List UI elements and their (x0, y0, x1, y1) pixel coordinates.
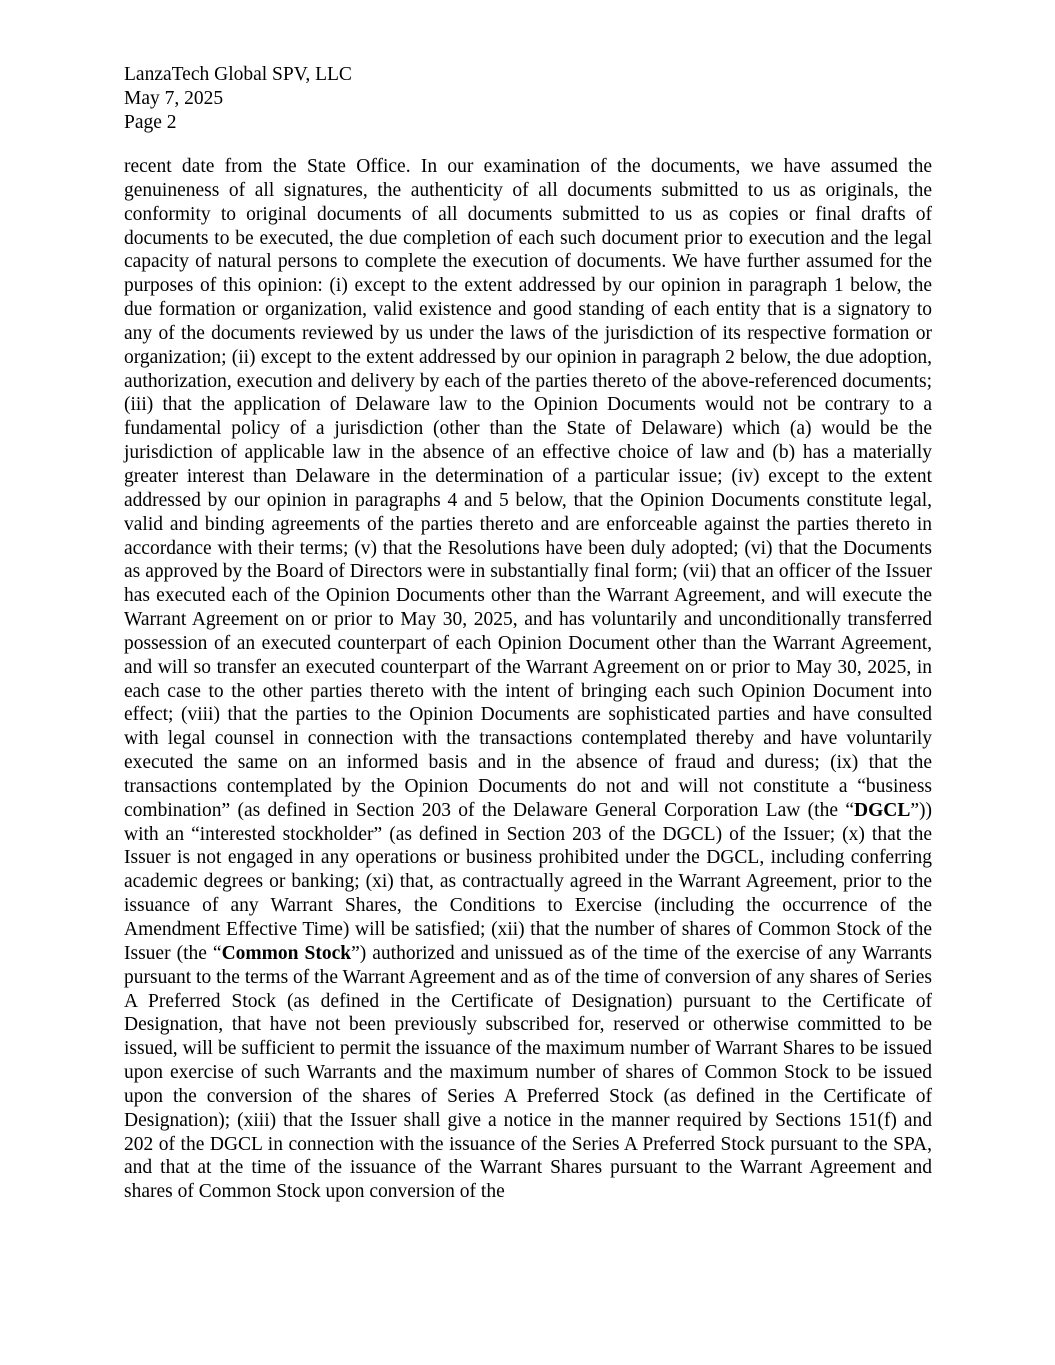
body-paragraph (124, 155, 932, 1204)
page-number: Page 2 (124, 112, 177, 133)
defined-term-dgcl: DGCL (854, 799, 911, 821)
body-text-part-1: recent date from the State Office. In our examination of the documents, we have assumed the genuineness of all signatures, the authenticity of all documents submitted to us as originals, the conformity to original documents of all documents submitted to us as copies or final drafts of documents to be executed, the due completion of each such document prior to execution and the legal capacity of natural persons to complete the execution of documents. We have further assumed for the purposes of this opinion: (i) except to the extent addressed by our opinion in paragraph 1 below, the due formation or organization, valid existence and good standing of each entity that is a signatory to any of the documents reviewed by us under the laws of the jurisdiction of its respective formation or organization; (ii) except to the extent addressed by our opinion in paragraph 2 below, the due adoption, authorization, execution and delivery by each of the parties thereto of the above-referenced documents; (iii) that the application of Delaware law to the Opinion Documents would not be contrary to a fundamental policy of a jurisdiction (other than the State of Delaware) which (a) would be the jurisdiction of applicable law in the absence of an effective choice of law and (b) has a materially greater interest than Delaware in the determination of a particular issue; (iv) except to the extent addressed by our opinion in paragraphs 4 and 5 below, that the Opinion Documents constitute legal, valid and binding agreements of the parties thereto and are enforceable against the parties thereto in accordance with their terms; (v) that the Resolutions have been duly adopted; (vi) that the Documents as approved by the Board of Directors were in substantially final form; (vii) that an officer of the Issuer has executed each of the Opinion Documents other than the Warrant Agreement, and will execute the Warrant Agreement on or prior to May 30, 2025, and has voluntarily and unconditionally transferred possession of an executed counterpart of each Opinion Document other than the Warrant Agreement, and will so transfer an executed counterpart of the Warrant Agreement on or prior to May 30, 2025, in each case to the other parties thereto with the intent of bringing each such Opinion Document into effect; (viii) that the parties to the Opinion Documents are sophisticated parties and have consulted with legal counsel in connection with the transactions contemplated thereby and have voluntarily executed the same on an informed basis and in the absence of fraud and duress; (ix) that the transactions contemplated by the Opinion Documents do not and will not constitute a “business combination” (as defined in Section 203 of the Delaware General Corporation Law (the “ (124, 156, 932, 821)
body-text-part-2: ”)) with an “interested stockholder” (as defined in Section 203 of the DGCL) of the Issuer; (x) that the Issuer is not engaged in any operations or business prohibited under the DGCL, including conferring academic degrees or banking; (xi) that, as contractually agreed in the Warrant Agreement, prior to the issuance of any Warrant Shares, the Conditions to Exercise (including the occurrence of the Amendment Effective Time) will be satisfied; (xii) that the number of shares of Common Stock of the Issuer (the “ (124, 799, 932, 964)
letterhead (124, 63, 352, 135)
body-text-part-3: ”) authorized and unissued as of the time of the exercise of any Warrants pursuant to the terms of the Warrant Agreement and as of the time of conversion of any shares of Series A Preferred Stock (as defined in the Certificate of Designation) pursuant to the Certificate of Designation, that have not been previously subscribed for, reserved or otherwise committed to be issued, will be sufficient to permit the issuance of the maximum number of Warrant Shares to be issued upon exercise of such Warrants and the maximum number of shares of Common Stock to be issued upon the conversion of the shares of Series A Preferred Stock (as defined in the Certificate of Designation); (xiii) that the Issuer shall give a notice in the manner required by Sections 151(f) and 202 of the DGCL in connection with the issuance of the Series A Preferred Stock pursuant to the SPA, and that at the time of the issuance of the Warrant Shares pursuant to the Warrant Agreement and shares of Common Stock upon conversion of the (124, 942, 932, 1203)
company-name: LanzaTech Global SPV, LLC (124, 64, 352, 85)
defined-term-common-stock: Common Stock (221, 942, 352, 964)
letter-date: May 7, 2025 (124, 88, 224, 109)
